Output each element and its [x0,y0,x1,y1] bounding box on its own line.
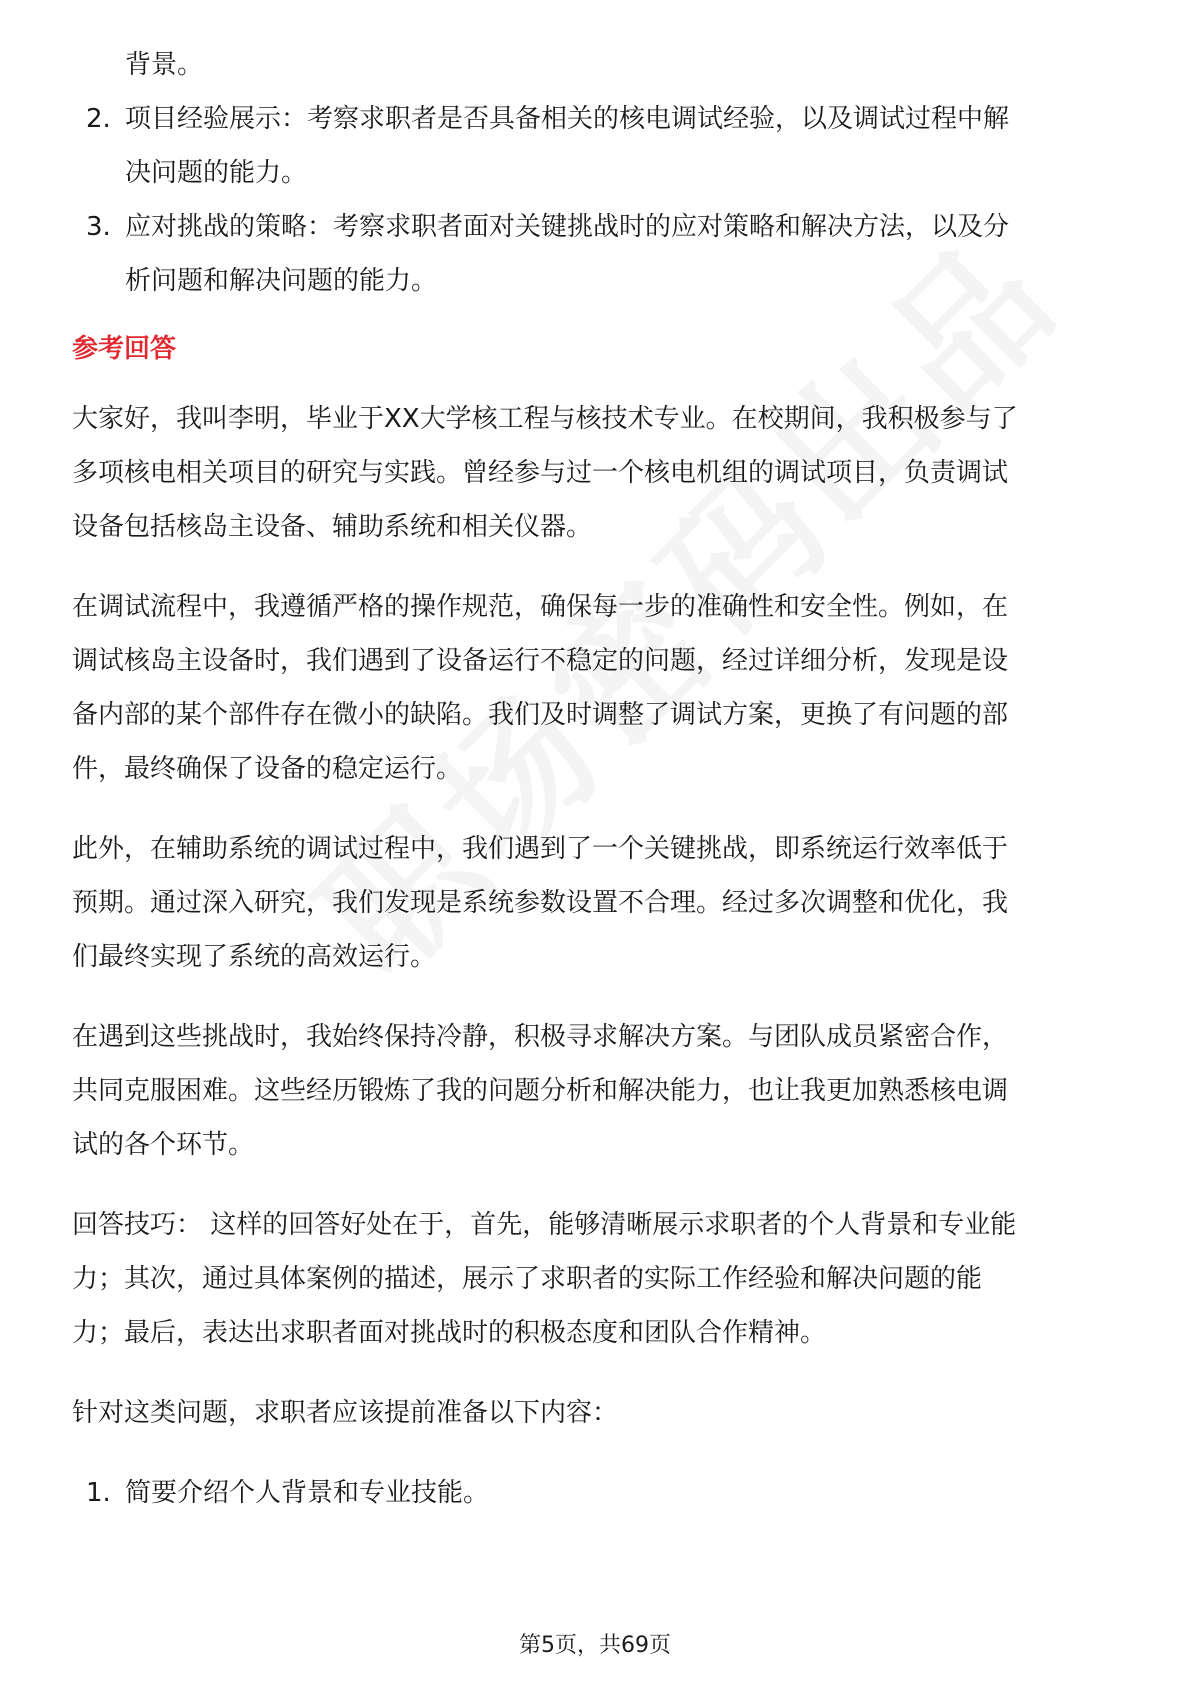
paragraph-line: 针对这类问题，求职者应该提前准备以下内容： [72,1398,619,1428]
list-text: 应对挑战的策略：考察求职者面对关键挑战时的应对策略和解决方法，以及分 [125,212,1010,242]
paragraph-line: 此外，在辅助系统的调试过程中，我们遇到了一个关键挑战，即系统运行效率低于 [72,834,1009,864]
paragraph-line: 们最终实现了系统的高效运行。 [72,942,437,972]
list-text-continuation: 决问题的能力。 [125,158,308,188]
paragraph-line: 预期。通过深入研究，我们发现是系统参数设置不合理。经过多次调整和优化，我 [72,888,1009,918]
paragraph-line: 在调试流程中，我遵循严格的操作规范，确保每一步的准确性和安全性。例如，在 [72,592,1009,622]
list-text: 简要介绍个人背景和专业技能。 [125,1478,490,1508]
paragraph-line: 备内部的某个部件存在微小的缺陷。我们及时调整了调试方案，更换了有问题的部 [72,700,1009,730]
list-item-continuation: 背景。 [125,50,204,80]
paragraph-line: 回答技巧： 这样的回答好处在于，首先，能够清晰展示求职者的个人背景和专业能 [72,1210,1017,1240]
paragraph-line: 调试核岛主设备时，我们遇到了设备运行不稳定的问题，经过详细分析，发现是设 [72,646,1009,676]
paragraph-line: 设备包括核岛主设备、辅助系统和相关仪器。 [72,512,593,542]
paragraph-line: 多项核电相关项目的研究与实践。曾经参与过一个核电机组的调试项目，负责调试 [72,458,1009,488]
paragraph-line: 件，最终确保了设备的稳定运行。 [72,754,463,784]
paragraph-line: 共同克服困难。这些经历锻炼了我的问题分析和解决能力，也让我更加熟悉核电调 [72,1076,1009,1106]
list-text: 项目经验展示：考察求职者是否具备相关的核电调试经验，以及调试过程中解 [125,104,1010,134]
paragraph-line: 力；最后，表达出求职者面对挑战时的积极态度和团队合作精神。 [72,1318,827,1348]
list-text-continuation: 析问题和解决问题的能力。 [125,266,438,296]
list-number: 1. [86,1478,111,1508]
list-number: 3. [86,212,111,242]
paragraph-line: 在遇到这些挑战时，我始终保持冷静，积极寻求解决方案。与团队成员紧密合作， [72,1022,1009,1052]
paragraph-line: 力；其次，通过具体案例的描述，展示了求职者的实际工作经验和解决问题的能 [72,1264,983,1294]
section-title: 参考回答 [72,334,177,364]
paragraph-line: 大家好，我叫李明，毕业于XX大学核工程与核技术专业。在校期间，我积极参与了 [72,404,1018,434]
list-number: 2. [86,104,111,134]
page-footer: 第5页，共69页 [519,1633,671,1658]
paragraph-line: 试的各个环节。 [72,1130,255,1160]
